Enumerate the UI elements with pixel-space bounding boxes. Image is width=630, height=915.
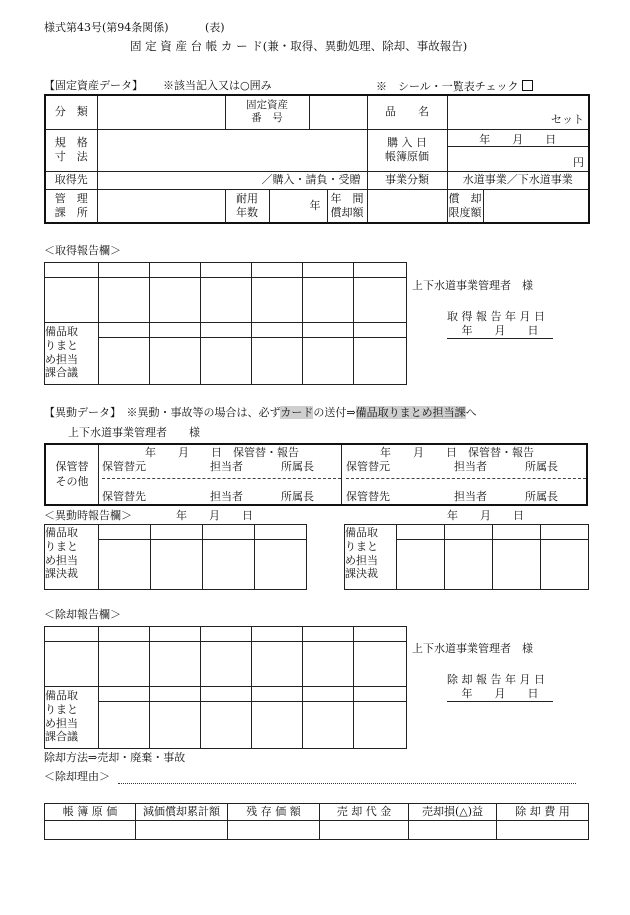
summary-cell-4[interactable]	[409, 821, 497, 840]
jigyo-label: 事業分類	[367, 171, 447, 189]
seal-checkbox[interactable]	[522, 80, 533, 91]
asset-no-field[interactable]	[309, 95, 367, 129]
acq-report-date[interactable]: 年 月 日	[447, 325, 553, 339]
transfer-left[interactable]: 年 月 日 保管替・報告 保管替元 担当者 所属長 保管替先 担当者 所属長	[98, 445, 341, 504]
transfer-dept-left: 備品取 りまと め担当 課決裁	[45, 525, 99, 590]
disposal-dept-label: 備品取 りまと め担当 課合議	[45, 687, 99, 749]
transfer-report-left	[44, 524, 307, 590]
taiyo-label: 耐用 年数	[225, 189, 269, 223]
disposal-reason-label: ＜除却理由＞	[44, 770, 110, 783]
summary-cell-0[interactable]	[45, 821, 136, 840]
nenkan-label: 年 間 償却額	[327, 189, 367, 223]
summary-table	[44, 803, 589, 840]
purchase-date: 年 月 日	[448, 134, 589, 147]
jigyo-value[interactable]: 水道事業／下水道事業	[447, 171, 589, 189]
acquisition-grid	[44, 262, 407, 385]
form-number: 様式第43号(第94条関係)	[44, 21, 169, 34]
kikaku-label: 規 格 寸 法	[45, 129, 97, 171]
summary-cell-3[interactable]	[320, 821, 409, 840]
transfer-right[interactable]: 年 月 日 保管替・報告 保管替元 担当者 所属長 保管替先 担当者 所属長	[342, 445, 586, 504]
form-side: (表)	[205, 21, 225, 34]
seal-check-note: ※ シール・一覧表チェック	[376, 80, 533, 92]
acq-dept-label: 備品取 りまと め担当 課合議	[45, 323, 99, 385]
summary-cell-1[interactable]	[136, 821, 228, 840]
transfer-report-date-left[interactable]: 年 月 日	[176, 509, 253, 522]
summary-cell-5[interactable]	[497, 821, 589, 840]
transfer-row-label: 保管替 その他	[46, 445, 99, 504]
asset-section-label: 【固定資産データ】	[44, 79, 143, 92]
acq-report-date-label: 取 得 報 告 年 月 日	[447, 310, 545, 323]
acq-manager: 上下水道事業管理者 様	[412, 279, 533, 292]
transfer-report-label: ＜異動時報告欄＞	[44, 509, 132, 522]
asset-no-label: 固定資産 番 号	[225, 95, 309, 129]
disposal-method: 除却方法⇒売却・廃棄・事故	[44, 751, 186, 764]
disposal-report-date[interactable]: 年 月 日	[447, 688, 553, 702]
summary-header-2: 残 存 価 額	[228, 804, 320, 821]
summary-header-4: 売却損(△)益	[409, 804, 497, 821]
summary-header-5: 除 却 費 用	[497, 804, 589, 821]
summary-header-3: 売 却 代 金	[320, 804, 409, 821]
shokyaku-label: 償 却 限度額	[447, 189, 483, 223]
transfer-box	[44, 443, 588, 506]
kikaku-field[interactable]	[97, 129, 367, 171]
shutokusaki-label: 取得先	[45, 171, 97, 189]
kanri-label: 管 理 課 所	[45, 189, 97, 223]
disposal-report-date-label: 除 却 報 告 年 月 日	[447, 673, 545, 686]
transfer-report-date-right[interactable]: 年 月 日	[447, 509, 524, 522]
acquisition-label: ＜取得報告欄＞	[44, 244, 121, 257]
bunrui-label: 分 類	[45, 95, 97, 129]
disposal-manager: 上下水道事業管理者 様	[412, 642, 533, 655]
transfer-manager: 上下水道事業管理者 様	[68, 426, 200, 439]
transfer-label: 【異動データ】 ※異動・事故等の場合は、必ずカードの送付⇒備品取りまとめ担当課へ	[44, 406, 477, 419]
summary-header-1: 減価償却累計額	[136, 804, 228, 821]
konyubi-label: 購 入 日 帳簿原価	[367, 129, 447, 171]
transfer-report-right	[344, 524, 589, 590]
hinmei-field[interactable]	[447, 95, 589, 129]
bunrui-field[interactable]	[97, 95, 225, 129]
konyubi-field[interactable]	[447, 129, 589, 171]
disposal-label: ＜除却報告欄＞	[44, 608, 121, 621]
page-title: 固 定 資 産 台 帳 カ ー ド(兼・取得、異動処理、除却、事故報告)	[130, 39, 468, 53]
shokyaku-field[interactable]	[483, 189, 589, 223]
disposal-reason-field[interactable]	[118, 771, 576, 784]
disposal-grid	[44, 626, 407, 749]
kanri-field[interactable]	[97, 189, 225, 223]
asset-section-note: ※該当記入又は○囲み	[163, 79, 272, 92]
asset-table	[44, 94, 590, 224]
yen-unit: 円	[573, 155, 584, 169]
summary-header-0: 帳 簿 原 価	[45, 804, 136, 821]
taiyo-field[interactable]: 年	[269, 189, 327, 223]
set-unit: セット	[551, 112, 584, 126]
transfer-dept-right: 備品取 りまと め担当 課決裁	[345, 525, 397, 590]
shutokusaki-field[interactable]: ／購入・請負・受贈	[97, 171, 367, 189]
summary-cell-2[interactable]	[228, 821, 320, 840]
nenkan-field[interactable]	[367, 189, 447, 223]
hinmei-label: 品 名	[367, 95, 447, 129]
